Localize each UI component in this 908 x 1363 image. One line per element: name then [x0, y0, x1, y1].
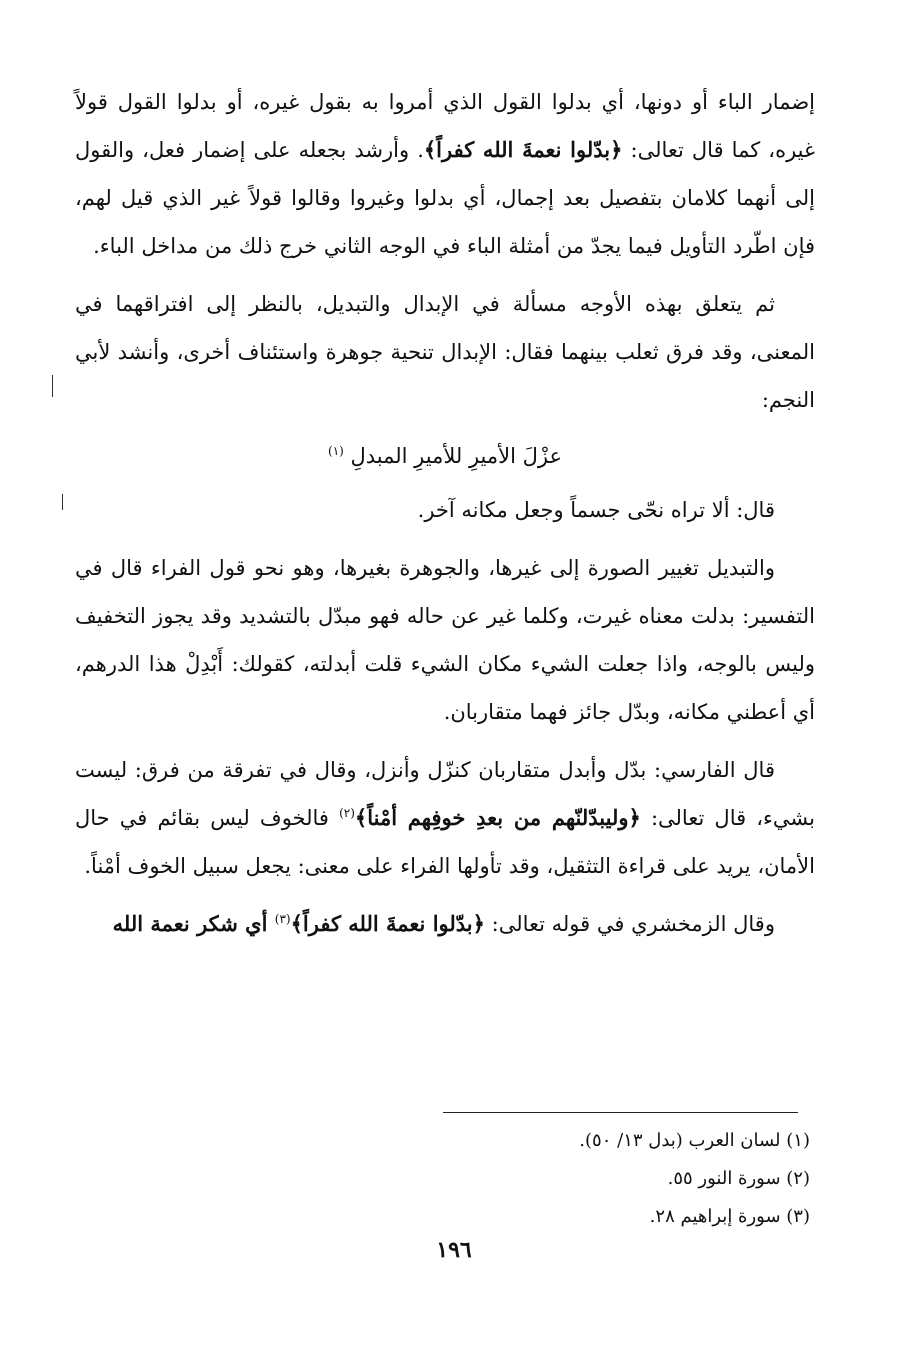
footnote-1: (١) لسان العرب (بدل ١٣/ ٥٠). — [579, 1130, 810, 1151]
paragraph-6 — [75, 900, 815, 948]
margin-mark — [52, 375, 53, 397]
footnote-ref-1: (١) — [328, 444, 344, 458]
quran-quote: ﴿وليبدّلنّهم من بعدِ خوفِهم أمْناً﴾ — [354, 805, 641, 830]
quran-quote: ﴿بدّلوا نعمةَ الله كفراً﴾ — [423, 137, 623, 162]
paragraph-1 — [75, 78, 815, 270]
paragraph-1-text-rest: . وأرشد بجعله على إضمار فعل، والقول إلى أنهما كلامان بتفصيل بعد إجمال، أي بدلوا وغيروا وقالوا قولاً غير الذي قيل لهم، فإن اطّرد التأويل فيما يجدّ من أمثلة الباء في الوجه الثاني خرج ذلك من مداخل الباء. — [75, 138, 815, 258]
footnote-2: (٢) سورة النور ٥٥. — [667, 1168, 810, 1189]
paragraph-5 — [75, 746, 815, 890]
footnotes — [210, 1122, 810, 1236]
footnote-ref-2: (٢) — [339, 806, 355, 820]
quran-quote: ﴿بدّلوا نعمةَ الله كفراً﴾ — [290, 911, 485, 936]
paragraph-1-text: إضمار الباء أو دونها، أي بدلوا القول الذي أمروا به بقول غيره، أو بدلوا القول قولاً غيره، كما قال تعالى: — [75, 90, 815, 162]
footnote-ref-3: (٣) — [274, 912, 291, 926]
footnote-divider — [443, 1112, 798, 1113]
page-body — [75, 78, 815, 948]
paragraph-6-text-rest: أي شكر نعمة الله — [112, 911, 275, 936]
margin-mark — [62, 494, 63, 510]
paragraph-2: ثم يتعلق بهذه الأوجه مسألة في الإبدال والتبديل، بالنظر إلى افتراقهما في المعنى، وقد فرق ثعلب بينهما فقال: الإبدال تنحية جوهرة واستئناف أخرى، وأنشد لأبي النجم: — [75, 292, 815, 412]
paragraph-5-text: قال الفارسي: بدّل وأبدل متقاربان كنزّل وأنزل، وقال في تفرقة من فرق: ليست بشيء، قال تعالى: — [75, 758, 816, 830]
verse-text: عزْلَ الأميرِ للأميرِ المبدلِ — [350, 444, 562, 468]
poetry-verse — [75, 432, 815, 480]
paragraph-5-text-rest: فالخوف ليس بقائم في حال الأمان، يريد على قراءة التثقيل، وقد تأولها الفراء على معنى: يجعل سبيل الخوف أمْناً. — [75, 806, 815, 878]
page-number: ١٩٦ — [436, 1237, 472, 1263]
paragraph-4: والتبديل تغيير الصورة إلى غيرها، والجوهرة بغيرها، وهو نحو قول الفراء قال في التفسير: بدلت معناه غيرت، وكلما غير عن حاله فهو مبدّل بالتشديد وقد يجوز التخفيف وليس بالوجه، واذا جعلت الشيء مكان الشيء قلت أبدلته، كقولك: أَبْدِلْ هذا الدرهم، أي أعطني مكانه، وبدّل جائز فهما متقاربان. — [75, 556, 815, 724]
footnote-3: (٣) سورة إبراهيم ٢٨. — [649, 1206, 810, 1227]
paragraph-6-text: وقال الزمخشري في قوله تعالى: — [484, 912, 775, 936]
paragraph-3: قال: ألا تراه نحّى جسماً وجعل مكانه آخر. — [417, 498, 775, 522]
